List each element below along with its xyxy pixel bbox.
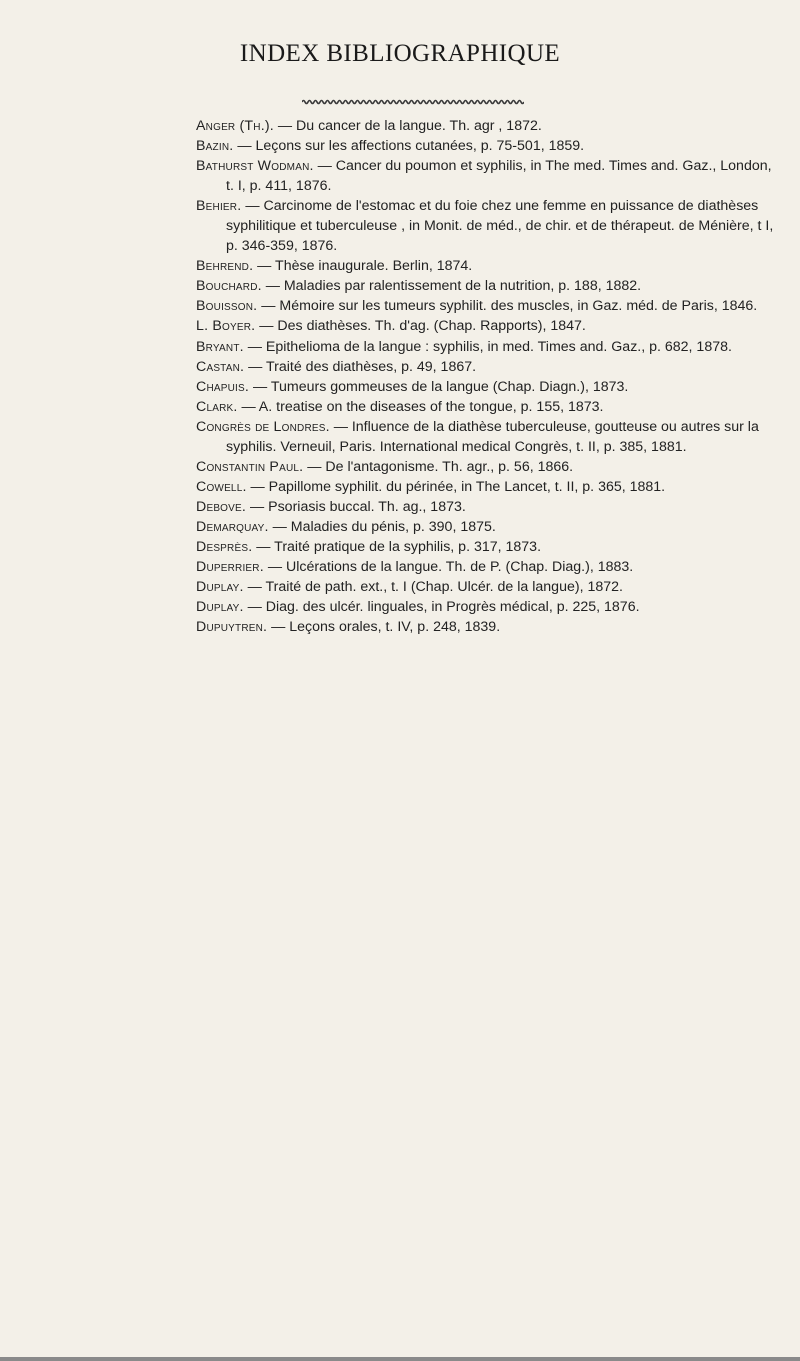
entry-author: Congrès de Londres. [196,418,330,435]
entry-author: Behrend. [196,258,254,275]
bibliography-entry [196,316,776,336]
entry-author: Demarquay. [196,518,269,535]
entry-text: — A. treatise on the diseases of the tongue, p. 155, 1873. [237,398,604,415]
entry-text: — Carcinome de l'estomac et du foie chez une femme en puissance de diathèses syphilitique et tuberculeuse , in Monit. de méd., de chir. et de thérapeut. de Ménière, t I, p. 346-359, 1876. [226,198,774,255]
bibliography-entry [196,156,776,196]
entry-author: Castan. [196,358,245,375]
entry-text: — Epithelioma de la langue : syphilis, in med. Times and. Gaz., p. 682, 1878. [243,338,732,355]
bibliography-entry [196,256,776,276]
bibliography-entry [196,136,776,156]
bibliography-entry [196,337,776,357]
entry-author: Chapuis. [196,378,250,395]
entry-text: — Thèse inaugurale. Berlin, 1874. [253,258,473,275]
bibliography-entry [196,296,776,316]
entry-text: — Tumeurs gommeuses de la langue (Chap. Diagn.), 1873. [249,378,629,395]
entry-author: Bouisson. [196,298,258,315]
entry-text: — Leçons orales, t. IV, p. 248, 1839. [267,619,501,636]
bibliography-entry [196,276,776,296]
entry-author: Duperrier. [196,559,264,576]
bibliography-entry [196,617,776,637]
entry-text: — De l'antagonisme. Th. agr., p. 56, 1866. [303,458,574,475]
bibliography-entry [196,417,776,457]
entry-author: Bryant. [196,338,244,355]
entry-author: Behier. [196,198,242,215]
bibliography-entry [196,557,776,577]
entry-text: — Du cancer de la langue. Th. agr , 1872. [273,118,542,134]
entry-author: Desprès. [196,538,253,555]
entry-text: — Des diathèses. Th. d'ag. (Chap. Rapports), 1847. [255,318,586,335]
entry-text: — Maladies du pénis, p. 390, 1875. [268,518,496,535]
entry-text: — Influence de la diathèse tuberculeuse, goutteuse ou autres sur la syphilis. Verneuil, Paris. International medical Congrès, t. II, p. 385, 1881. [226,418,759,455]
entry-text: — Diag. des ulcér. linguales, in Progrès médical, p. 225, 1876. [243,599,640,616]
wavy-divider [302,98,524,106]
entry-text: — Psoriasis buccal. Th. ag., 1873. [246,498,466,515]
bibliography-entry [196,377,776,397]
bibliography-entry [196,497,776,517]
entry-author: Bouchard. [196,278,262,295]
bibliography-entry [196,537,776,557]
scan-edge [0,1357,800,1361]
bibliography-entry [196,116,776,136]
entry-author: Dupuytren. [196,619,268,636]
entry-author: Bazin. [196,138,234,155]
entry-author: L. Boyer. [196,318,256,335]
bibliography-entry [196,357,776,377]
entry-author: Anger (Th.). [196,118,274,134]
entry-author: Bathurst Wodman. [196,158,314,175]
bibliography-list [196,116,776,637]
entry-author: Duplay. [196,599,244,616]
entry-text: — Mémoire sur les tumeurs syphilit. des muscles, in Gaz. méd. de Paris, 1846. [257,298,758,315]
entry-text: — Traité pratique de la syphilis, p. 317, 1873. [252,538,542,555]
entry-author: Duplay. [196,579,244,596]
entry-text: — Ulcérations de la langue. Th. de P. (Chap. Diag.), 1883. [263,559,634,576]
bibliography-entry [196,477,776,497]
entry-text: — Maladies par ralentissement de la nutrition, p. 188, 1882. [261,278,642,295]
bibliography-entry [196,457,776,477]
bibliography-entry [196,196,776,256]
entry-author: Constantin Paul. [196,458,304,475]
entry-text: — Traité des diathèses, p. 49, 1867. [244,358,477,375]
entry-author: Cowell. [196,478,247,495]
entry-text: — Papillome syphilit. du périnée, in The Lancet, t. II, p. 365, 1881. [246,478,666,495]
bibliography-entry [196,517,776,537]
entry-text: — Cancer du poumon et syphilis, in The med. Times and. Gaz., London, t. I, p. 411, 1876. [226,158,772,195]
entry-text: — Leçons sur les affections cutanées, p. 75-501, 1859. [233,138,585,155]
entry-text: — Traité de path. ext., t. I (Chap. Ulcér. de la langue), 1872. [243,579,623,596]
entry-author: Clark. [196,398,238,415]
entry-author: Debove. [196,498,247,515]
page-title: INDEX BIBLIOGRAPHIQUE [239,40,561,67]
bibliography-entry [196,577,776,597]
bibliography-entry [196,597,776,617]
bibliography-entry [196,397,776,417]
